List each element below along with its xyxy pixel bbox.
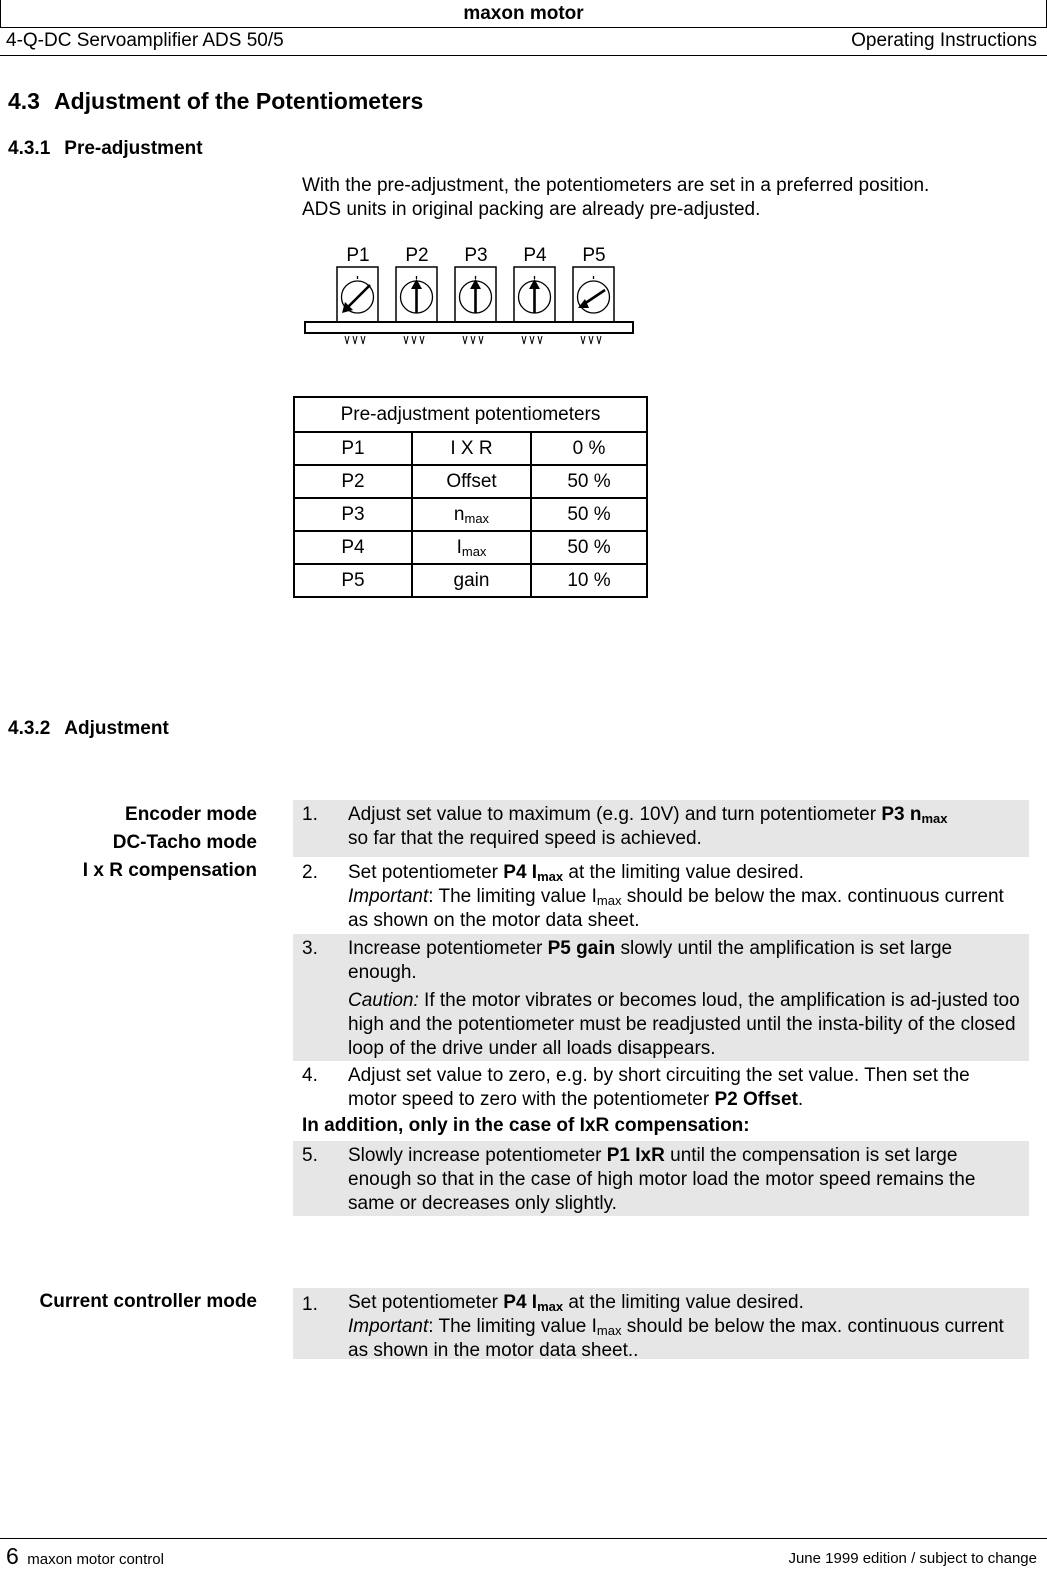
step-5 bbox=[293, 1141, 1029, 1216]
table-cell-value: 50 % bbox=[531, 498, 647, 531]
table-row bbox=[294, 465, 647, 498]
pot-label-p1: P1 bbox=[346, 245, 370, 266]
subsection-title: Pre-adjustment bbox=[64, 138, 203, 159]
subsection-number: 4.3.2 bbox=[8, 718, 51, 739]
current-mode-step-1 bbox=[293, 1288, 1029, 1359]
table-header-row bbox=[294, 397, 647, 432]
step-number: 5. bbox=[302, 1145, 318, 1166]
pot-label-p5: P5 bbox=[582, 245, 606, 266]
step-note: Important: The limiting value $I_{max}$ should be below the max. continuous current as shown in the motor data sheet.. bbox=[348, 1316, 1004, 1361]
mode-label-ixr: I x R compensation bbox=[82, 860, 257, 881]
step-number: 1. bbox=[302, 1294, 318, 1315]
pot-body-p5 bbox=[573, 267, 614, 322]
pot-body-p1 bbox=[337, 267, 378, 322]
pot-label-p2: P2 bbox=[405, 245, 429, 266]
table-cell-pot: P1 bbox=[294, 432, 412, 465]
preadjustment-table bbox=[293, 396, 648, 598]
mode-label-dc-tacho: DC-Tacho mode bbox=[112, 832, 257, 853]
pcb-board bbox=[305, 322, 633, 333]
header-divider bbox=[0, 55, 1047, 56]
table-cell-function: Offset bbox=[412, 465, 531, 498]
table-cell-value: 50 % bbox=[531, 465, 647, 498]
step-number: 2. bbox=[302, 862, 318, 883]
table-cell-function: $n_{max}$ bbox=[412, 498, 531, 531]
section-heading bbox=[8, 88, 423, 115]
step-4 bbox=[293, 1061, 1029, 1112]
step-text: Set potentiometer P4 $I_{max}$ at the limiting value desired. Important: The limiting value $I_{max}$ should be below the max. continuous current as shown in the motor data sheet.. bbox=[348, 1288, 1029, 1363]
step-text: Adjust set value to maximum (e.g. 10V) and turn potentiometer P3 $n_{max}$ so far that the required speed is achieved. bbox=[348, 804, 948, 849]
step-number: 3. bbox=[302, 938, 318, 959]
step-1 bbox=[293, 800, 1029, 857]
mode-labels bbox=[83, 801, 257, 885]
table-cell-pot: P2 bbox=[294, 465, 412, 498]
subsection-adjustment-heading bbox=[8, 718, 169, 740]
table-cell-pot: P4 bbox=[294, 531, 412, 564]
table-cell-function: gain bbox=[412, 564, 531, 597]
subsection-preadjustment-heading bbox=[8, 138, 203, 160]
table-row bbox=[294, 531, 647, 564]
footer-divider bbox=[0, 1538, 1047, 1539]
step-text: Set potentiometer P4 $I_{max}$ at the limiting value desired. Important: The limiting value $I_{max}$ should be below the max. continuous current as shown on the motor data sheet. bbox=[348, 858, 1029, 933]
step-2 bbox=[293, 858, 1029, 934]
step-caution: Caution: If the motor vibrates or becomes loud, the amplification is ad-justed too high and the potentiometer must be readjusted until the insta-bility of the closed loop of the drive under all loads disappears. bbox=[348, 990, 1020, 1059]
table-row bbox=[294, 432, 647, 465]
brand-banner bbox=[0, 0, 1047, 28]
intro-line-2: ADS units in original packing are already pre-adjusted. bbox=[302, 199, 761, 220]
header-left: 4-Q-DC Servoamplifier ADS 50/5 bbox=[6, 30, 284, 51]
header-right: Operating Instructions bbox=[851, 30, 1037, 51]
potentiometer-diagram bbox=[302, 240, 638, 350]
brand-name: maxon motor bbox=[463, 3, 584, 24]
table-cell-value: 10 % bbox=[531, 564, 647, 597]
step-number: 1. bbox=[302, 804, 318, 825]
pot-label-p4: P4 bbox=[523, 245, 547, 266]
step-3 bbox=[293, 934, 1029, 1061]
table-caption: Pre-adjustment potentiometers bbox=[294, 397, 647, 432]
section-title: Adjustment of the Potentiometers bbox=[53, 88, 424, 114]
subsection-number: 4.3.1 bbox=[8, 138, 51, 159]
page-number: 6 bbox=[6, 1543, 19, 1569]
step-note: Important: The limiting value $I_{max}$ should be below the max. continuous current as shown on the motor data sheet. bbox=[348, 886, 1004, 931]
step-text: Increase potentiometer P5 gain slowly until the amplification is set large enough. Caution: If the motor vibrates or becomes loud, the amplification is ad-justed too high and the potentiometer must be readjusted until the insta-bility of the closed loop of the drive under all loads disappears. bbox=[348, 934, 1029, 1061]
table-cell-value: 50 % bbox=[531, 531, 647, 564]
table-cell-pot: P3 bbox=[294, 498, 412, 531]
table-cell-pot: P5 bbox=[294, 564, 412, 597]
intro-line-1: With the pre-adjustment, the potentiometers are set in a preferred position. bbox=[302, 175, 930, 196]
step-text: Slowly increase potentiometer P1 IxR until the compensation is set large enough so that in the case of high motor load the motor speed remains the same or decreases only slightly. bbox=[348, 1145, 976, 1214]
table-row bbox=[294, 498, 647, 531]
step-text: Adjust set value to zero, e.g. by short circuiting the set value. Then set the motor speed to zero with the potentiometer P2 Offset. bbox=[348, 1065, 970, 1110]
table-cell-function: I X R bbox=[412, 432, 531, 465]
section-number: 4.3 bbox=[8, 88, 40, 114]
table-cell-function: $I_{max}$ bbox=[412, 531, 531, 564]
mode-label-current-controller: Current controller mode bbox=[39, 1291, 257, 1312]
mode-label-encoder: Encoder mode bbox=[125, 804, 257, 825]
ixr-addition-note: In addition, only in the case of IxR compensation: bbox=[302, 1115, 750, 1136]
footer-right: June 1999 edition / subject to change bbox=[788, 1550, 1037, 1567]
footer-left bbox=[6, 1543, 164, 1570]
table-row bbox=[294, 564, 647, 597]
table-cell-value: 0 % bbox=[531, 432, 647, 465]
footer-company: maxon motor control bbox=[27, 1551, 164, 1568]
step-number: 4. bbox=[302, 1065, 318, 1086]
preadjustment-intro bbox=[302, 174, 929, 222]
subsection-title: Adjustment bbox=[64, 718, 169, 739]
pot-label-p3: P3 bbox=[464, 245, 488, 266]
